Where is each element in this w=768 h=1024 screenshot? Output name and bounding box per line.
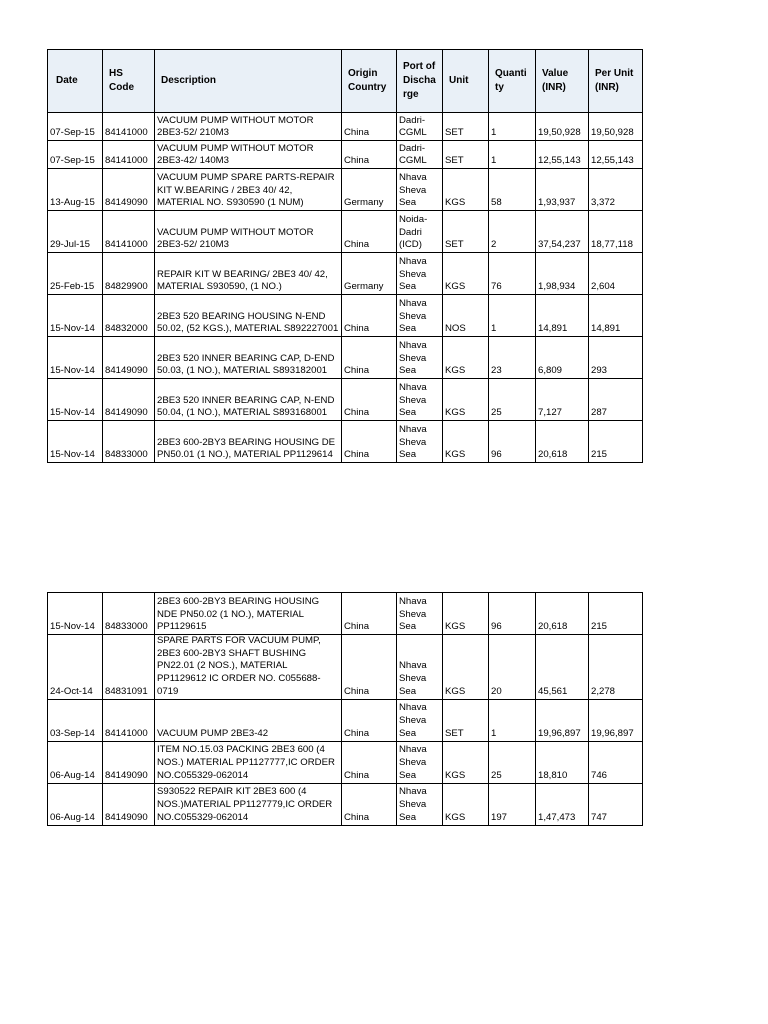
cell-quantity: 1 [489, 141, 536, 169]
cell-quantity: 20 [489, 635, 536, 700]
cell-unit: KGS [443, 635, 489, 700]
cell-quantity: 23 [489, 337, 536, 379]
cell-quantity: 96 [489, 421, 536, 463]
cell-port: Nhava Sheva Sea [397, 635, 443, 700]
cell-unit: KGS [443, 593, 489, 635]
cell-hs-code: 84149090 [103, 379, 155, 421]
cell-value: 20,618 [536, 421, 589, 463]
cell-value: 6,809 [536, 337, 589, 379]
cell-unit: KGS [443, 421, 489, 463]
cell-port: Dadri-CGML [397, 113, 443, 141]
cell-per-unit: 19,50,928 [589, 113, 643, 141]
cell-port: Nhava Sheva Sea [397, 379, 443, 421]
cell-date: 06-Aug-14 [48, 741, 103, 783]
cell-origin-country: China [342, 113, 397, 141]
cell-origin-country: China [342, 741, 397, 783]
cell-per-unit: 3,372 [589, 169, 643, 211]
import-records-table-1 [47, 49, 643, 463]
table-row [48, 421, 643, 463]
cell-description: 2BE3 520 INNER BEARING CAP, D-END 50.03, (1 NO.), MATERIAL S893182001 [155, 337, 342, 379]
cell-port: Nhava Sheva Sea [397, 593, 443, 635]
cell-origin-country: China [342, 421, 397, 463]
cell-quantity: 76 [489, 253, 536, 295]
table-row [48, 783, 643, 825]
cell-per-unit: 287 [589, 379, 643, 421]
cell-value: 45,561 [536, 635, 589, 700]
cell-date: 07-Sep-15 [48, 141, 103, 169]
cell-per-unit: 746 [589, 741, 643, 783]
cell-hs-code: 84829900 [103, 253, 155, 295]
cell-description: VACUUM PUMP WITHOUT MOTOR 2BE3-42/ 140M3 [155, 141, 342, 169]
cell-hs-code: 84141000 [103, 141, 155, 169]
header-per-unit-inr: Per Unit (INR) [589, 50, 643, 113]
cell-quantity: 1 [489, 295, 536, 337]
cell-quantity: 1 [489, 699, 536, 741]
cell-quantity: 197 [489, 783, 536, 825]
cell-origin-country: China [342, 699, 397, 741]
cell-per-unit: 215 [589, 421, 643, 463]
cell-description: VACUUM PUMP WITHOUT MOTOR 2BE3-52/ 210M3 [155, 113, 342, 141]
cell-origin-country: China [342, 295, 397, 337]
cell-port: Nhava Sheva Sea [397, 253, 443, 295]
header-port-of-discharge: Port of Discha rge [397, 50, 443, 113]
cell-origin-country: China [342, 783, 397, 825]
table-row [48, 593, 643, 635]
table-header-row [48, 50, 643, 113]
cell-origin-country: China [342, 141, 397, 169]
cell-unit: SET [443, 699, 489, 741]
cell-quantity: 2 [489, 211, 536, 253]
cell-description: SPARE PARTS FOR VACUUM PUMP, 2BE3 600-2BY3 SHAFT BUSHING PN22.01 (2 NOS.), MATERIAL PP1129612 IC ORDER NO. C055688-0719 [155, 635, 342, 700]
cell-unit: SET [443, 211, 489, 253]
table-row [48, 699, 643, 741]
cell-port: Nhava Sheva Sea [397, 421, 443, 463]
cell-origin-country: Germany [342, 169, 397, 211]
cell-value: 20,618 [536, 593, 589, 635]
cell-value: 37,54,237 [536, 211, 589, 253]
cell-origin-country: Germany [342, 253, 397, 295]
table-row [48, 379, 643, 421]
cell-description: 2BE3 600-2BY3 BEARING HOUSING NDE PN50.02 (1 NO.), MATERIAL PP1129615 [155, 593, 342, 635]
cell-quantity: 25 [489, 379, 536, 421]
cell-hs-code: 84149090 [103, 169, 155, 211]
cell-unit: NOS [443, 295, 489, 337]
cell-origin-country: China [342, 593, 397, 635]
table-row [48, 253, 643, 295]
cell-date: 06-Aug-14 [48, 783, 103, 825]
cell-port: Nhava Sheva Sea [397, 337, 443, 379]
cell-hs-code: 84832000 [103, 295, 155, 337]
cell-description: ITEM NO.15.03 PACKING 2BE3 600 (4 NOS.) MATERIAL PP1127777,IC ORDER NO.C055329-062014 [155, 741, 342, 783]
cell-per-unit: 293 [589, 337, 643, 379]
cell-port: Nhava Sheva Sea [397, 169, 443, 211]
cell-date: 25-Feb-15 [48, 253, 103, 295]
table-row [48, 337, 643, 379]
cell-origin-country: China [342, 337, 397, 379]
header-description: Description [155, 50, 342, 113]
cell-port: Noida-Dadri (ICD) [397, 211, 443, 253]
cell-origin-country: China [342, 379, 397, 421]
cell-per-unit: 2,604 [589, 253, 643, 295]
cell-hs-code: 84149090 [103, 741, 155, 783]
cell-hs-code: 84833000 [103, 421, 155, 463]
header-value-inr: Value (INR) [536, 50, 589, 113]
cell-per-unit: 12,55,143 [589, 141, 643, 169]
cell-value: 1,47,473 [536, 783, 589, 825]
cell-value: 18,810 [536, 741, 589, 783]
table-body [48, 593, 643, 826]
cell-date: 15-Nov-14 [48, 295, 103, 337]
cell-description: VACUUM PUMP WITHOUT MOTOR 2BE3-52/ 210M3 [155, 211, 342, 253]
cell-value: 1,98,934 [536, 253, 589, 295]
cell-unit: KGS [443, 253, 489, 295]
cell-date: 13-Aug-15 [48, 169, 103, 211]
cell-value: 12,55,143 [536, 141, 589, 169]
header-unit: Unit [443, 50, 489, 113]
cell-value: 19,96,897 [536, 699, 589, 741]
cell-value: 1,93,937 [536, 169, 589, 211]
cell-unit: KGS [443, 741, 489, 783]
cell-per-unit: 19,96,897 [589, 699, 643, 741]
cell-port: Dadri-CGML [397, 141, 443, 169]
cell-per-unit: 18,77,118 [589, 211, 643, 253]
cell-date: 15-Nov-14 [48, 593, 103, 635]
cell-port: Nhava Sheva Sea [397, 783, 443, 825]
table-body [48, 113, 643, 463]
cell-unit: SET [443, 113, 489, 141]
cell-port: Nhava Sheva Sea [397, 295, 443, 337]
cell-hs-code: 84149090 [103, 337, 155, 379]
cell-value: 14,891 [536, 295, 589, 337]
cell-value: 7,127 [536, 379, 589, 421]
cell-origin-country: China [342, 635, 397, 700]
cell-port: Nhava Sheva Sea [397, 699, 443, 741]
cell-description: S930522 REPAIR KIT 2BE3 600 (4 NOS.)MATERIAL PP1127779,IC ORDER NO.C055329-062014 [155, 783, 342, 825]
cell-quantity: 96 [489, 593, 536, 635]
cell-per-unit: 2,278 [589, 635, 643, 700]
cell-quantity: 1 [489, 113, 536, 141]
cell-description: 2BE3 600-2BY3 BEARING HOUSING DE PN50.01 (1 NO.), MATERIAL PP1129614 [155, 421, 342, 463]
cell-unit: KGS [443, 379, 489, 421]
import-records-table-2 [47, 592, 643, 826]
cell-quantity: 25 [489, 741, 536, 783]
cell-per-unit: 14,891 [589, 295, 643, 337]
cell-unit: KGS [443, 169, 489, 211]
cell-hs-code: 84141000 [103, 211, 155, 253]
cell-origin-country: China [342, 211, 397, 253]
cell-description: VACUUM PUMP 2BE3-42 [155, 699, 342, 741]
cell-date: 15-Nov-14 [48, 379, 103, 421]
header-date: Date [48, 50, 103, 113]
cell-hs-code: 84833000 [103, 593, 155, 635]
cell-date: 15-Nov-14 [48, 421, 103, 463]
cell-quantity: 58 [489, 169, 536, 211]
cell-hs-code: 84141000 [103, 113, 155, 141]
cell-date: 03-Sep-14 [48, 699, 103, 741]
cell-date: 07-Sep-15 [48, 113, 103, 141]
cell-port: Nhava Sheva Sea [397, 741, 443, 783]
table-row [48, 635, 643, 700]
table-row [48, 741, 643, 783]
cell-hs-code: 84149090 [103, 783, 155, 825]
table-row [48, 113, 643, 141]
cell-hs-code: 84141000 [103, 699, 155, 741]
cell-per-unit: 747 [589, 783, 643, 825]
cell-unit: KGS [443, 337, 489, 379]
header-quantity: Quanti ty [489, 50, 536, 113]
header-hs-code: HS Code [103, 50, 155, 113]
table-row [48, 211, 643, 253]
cell-per-unit: 215 [589, 593, 643, 635]
cell-hs-code: 84831091 [103, 635, 155, 700]
cell-date: 24-Oct-14 [48, 635, 103, 700]
cell-description: REPAIR KIT W BEARING/ 2BE3 40/ 42, MATERIAL S930590, (1 NO.) [155, 253, 342, 295]
table-row [48, 169, 643, 211]
cell-unit: SET [443, 141, 489, 169]
cell-value: 19,50,928 [536, 113, 589, 141]
cell-description: VACUUM PUMP SPARE PARTS-REPAIR KIT W.BEARING / 2BE3 40/ 42, MATERIAL NO. S930590 (1 NUM) [155, 169, 342, 211]
cell-date: 15-Nov-14 [48, 337, 103, 379]
cell-unit: KGS [443, 783, 489, 825]
table-row [48, 295, 643, 337]
header-origin-country: Origin Country [342, 50, 397, 113]
cell-description: 2BE3 520 INNER BEARING CAP, N-END 50.04, (1 NO.), MATERIAL S893168001 [155, 379, 342, 421]
table-row [48, 141, 643, 169]
cell-date: 29-Jul-15 [48, 211, 103, 253]
cell-description: 2BE3 520 BEARING HOUSING N-END 50.02, (52 KGS.), MATERIAL S892227001 [155, 295, 342, 337]
